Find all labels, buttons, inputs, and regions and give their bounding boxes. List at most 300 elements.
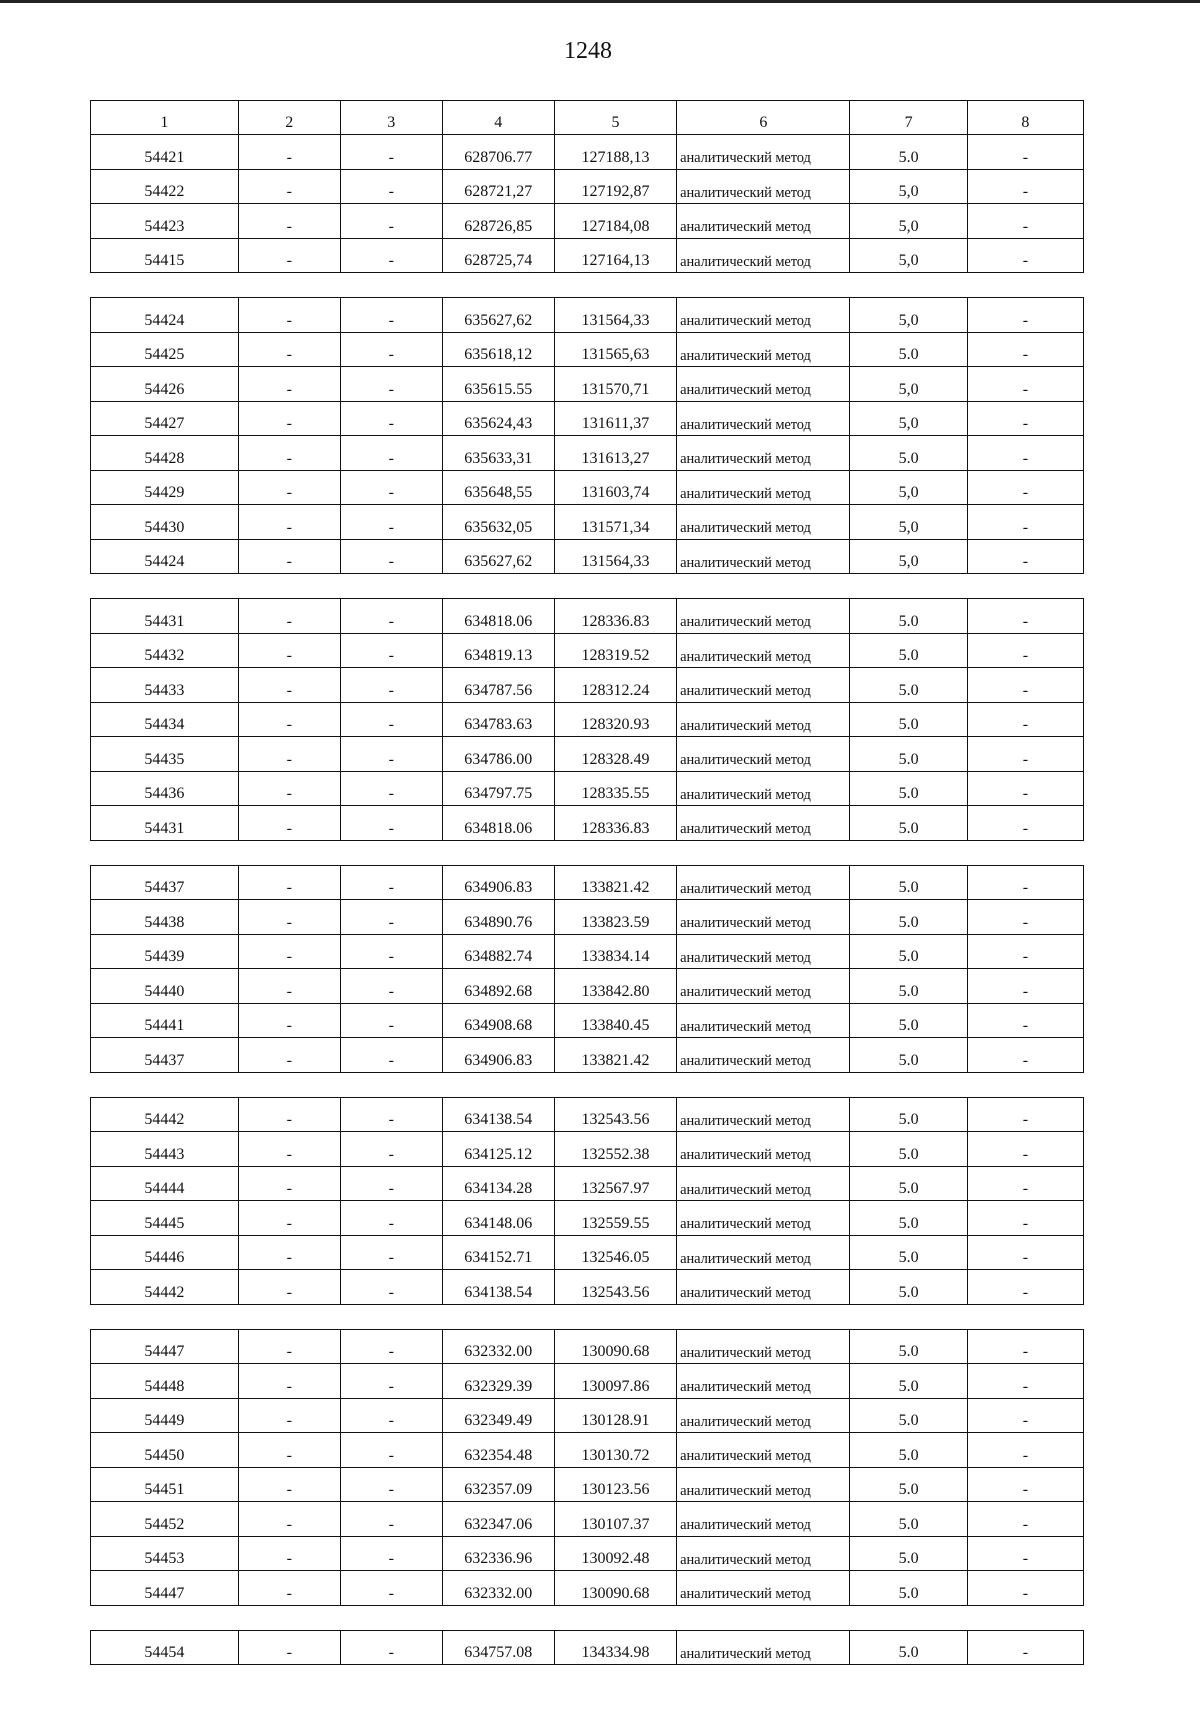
accuracy-cell: 5.0 <box>850 934 967 969</box>
accuracy-cell: 5.0 <box>850 865 967 900</box>
table-row <box>91 1201 1084 1236</box>
accuracy-cell: 5.0 <box>850 1235 967 1270</box>
col2-cell: - <box>238 1502 340 1537</box>
col3-cell: - <box>340 633 442 668</box>
x-coordinate-cell: 634906.83 <box>442 865 554 900</box>
y-coordinate-cell: 128320.93 <box>554 702 676 737</box>
y-coordinate-cell: 133821.42 <box>554 865 676 900</box>
x-coordinate-cell: 632332.00 <box>442 1329 554 1364</box>
accuracy-cell: 5.0 <box>850 1502 967 1537</box>
coordinate-group <box>90 1329 1084 1606</box>
x-coordinate-cell: 634138.54 <box>442 1097 554 1132</box>
method-cell: аналитический метод <box>677 1630 850 1665</box>
x-coordinate-cell: 635627,62 <box>442 298 554 333</box>
x-coordinate-cell: 628706.77 <box>442 135 554 170</box>
coordinates-table <box>90 100 1084 273</box>
x-coordinate-cell: 634797.75 <box>442 771 554 806</box>
point-number-cell: 54444 <box>91 1166 239 1201</box>
coordinate-group <box>90 1630 1084 1666</box>
accuracy-cell: 5.0 <box>850 1038 967 1073</box>
x-coordinate-cell: 634890.76 <box>442 900 554 935</box>
col2-cell: - <box>238 900 340 935</box>
col3-cell: - <box>340 169 442 204</box>
col3-cell: - <box>340 1132 442 1167</box>
method-cell: аналитический метод <box>677 771 850 806</box>
point-number-cell: 54427 <box>91 401 239 436</box>
accuracy-cell: 5.0 <box>850 1433 967 1468</box>
x-coordinate-cell: 635632,05 <box>442 505 554 540</box>
col2-cell: - <box>238 238 340 273</box>
col8-cell: - <box>967 865 1083 900</box>
col8-cell: - <box>967 204 1083 239</box>
x-coordinate-cell: 635615.55 <box>442 367 554 402</box>
col2-cell: - <box>238 633 340 668</box>
col2-cell: - <box>238 599 340 634</box>
point-number-cell: 54442 <box>91 1097 239 1132</box>
point-number-cell: 54438 <box>91 900 239 935</box>
col2-cell: - <box>238 668 340 703</box>
table-row <box>91 1132 1084 1167</box>
y-coordinate-cell: 128336.83 <box>554 599 676 634</box>
col8-cell: - <box>967 332 1083 367</box>
point-number-cell: 54448 <box>91 1364 239 1399</box>
col2-cell: - <box>238 1398 340 1433</box>
col3-cell: - <box>340 332 442 367</box>
col8-cell: - <box>967 401 1083 436</box>
table-row <box>91 599 1084 634</box>
table-row <box>91 633 1084 668</box>
col3-cell: - <box>340 865 442 900</box>
y-coordinate-cell: 128328.49 <box>554 737 676 772</box>
col8-cell: - <box>967 539 1083 574</box>
coordinates-table <box>90 297 1084 574</box>
method-cell: аналитический метод <box>677 633 850 668</box>
method-cell: аналитический метод <box>677 668 850 703</box>
col2-cell: - <box>238 806 340 841</box>
x-coordinate-cell: 634819.13 <box>442 633 554 668</box>
col3-cell: - <box>340 1467 442 1502</box>
col2-cell: - <box>238 1097 340 1132</box>
x-coordinate-cell: 634818.06 <box>442 599 554 634</box>
y-coordinate-cell: 130092.48 <box>554 1536 676 1571</box>
method-cell: аналитический метод <box>677 1166 850 1201</box>
x-coordinate-cell: 635627,62 <box>442 539 554 574</box>
x-coordinate-cell: 634125.12 <box>442 1132 554 1167</box>
col3-cell: - <box>340 238 442 273</box>
table-row <box>91 169 1084 204</box>
y-coordinate-cell: 127164,13 <box>554 238 676 273</box>
table-row <box>91 737 1084 772</box>
y-coordinate-cell: 130128.91 <box>554 1398 676 1433</box>
x-coordinate-cell: 634757.08 <box>442 1630 554 1665</box>
y-coordinate-cell: 133840.45 <box>554 1003 676 1038</box>
x-coordinate-cell: 635648,55 <box>442 470 554 505</box>
col2-cell: - <box>238 332 340 367</box>
x-coordinate-cell: 634908.68 <box>442 1003 554 1038</box>
x-coordinate-cell: 634818.06 <box>442 806 554 841</box>
table-row <box>91 436 1084 471</box>
point-number-cell: 54441 <box>91 1003 239 1038</box>
method-cell: аналитический метод <box>677 865 850 900</box>
coordinate-group <box>90 100 1084 273</box>
y-coordinate-cell: 133842.80 <box>554 969 676 1004</box>
column-header: 8 <box>967 101 1083 135</box>
method-cell: аналитический метод <box>677 332 850 367</box>
x-coordinate-cell: 635618,12 <box>442 332 554 367</box>
table-row <box>91 1630 1084 1665</box>
point-number-cell: 54415 <box>91 238 239 273</box>
method-cell: аналитический метод <box>677 1364 850 1399</box>
x-coordinate-cell: 628725,74 <box>442 238 554 273</box>
col8-cell: - <box>967 1329 1083 1364</box>
col2-cell: - <box>238 1630 340 1665</box>
col3-cell: - <box>340 1398 442 1433</box>
accuracy-cell: 5.0 <box>850 1201 967 1236</box>
col8-cell: - <box>967 1003 1083 1038</box>
col8-cell: - <box>967 1270 1083 1305</box>
col3-cell: - <box>340 470 442 505</box>
table-row <box>91 1502 1084 1537</box>
method-cell: аналитический метод <box>677 1270 850 1305</box>
col2-cell: - <box>238 1433 340 1468</box>
col2-cell: - <box>238 401 340 436</box>
col3-cell: - <box>340 1364 442 1399</box>
table-row <box>91 539 1084 574</box>
col8-cell: - <box>967 934 1083 969</box>
point-number-cell: 54447 <box>91 1571 239 1606</box>
x-coordinate-cell: 632349.49 <box>442 1398 554 1433</box>
x-coordinate-cell: 628726,85 <box>442 204 554 239</box>
accuracy-cell: 5.0 <box>850 332 967 367</box>
accuracy-cell: 5,0 <box>850 401 967 436</box>
method-cell: аналитический метод <box>677 1433 850 1468</box>
point-number-cell: 54445 <box>91 1201 239 1236</box>
method-cell: аналитический метод <box>677 169 850 204</box>
table-row <box>91 702 1084 737</box>
table-row <box>91 771 1084 806</box>
y-coordinate-cell: 133834.14 <box>554 934 676 969</box>
col2-cell: - <box>238 470 340 505</box>
method-cell: аналитический метод <box>677 367 850 402</box>
col8-cell: - <box>967 1571 1083 1606</box>
y-coordinate-cell: 127188,13 <box>554 135 676 170</box>
accuracy-cell: 5.0 <box>850 1571 967 1606</box>
col2-cell: - <box>238 1132 340 1167</box>
x-coordinate-cell: 632347.06 <box>442 1502 554 1537</box>
table-row <box>91 668 1084 703</box>
col2-cell: - <box>238 539 340 574</box>
y-coordinate-cell: 130130.72 <box>554 1433 676 1468</box>
accuracy-cell: 5,0 <box>850 204 967 239</box>
accuracy-cell: 5.0 <box>850 633 967 668</box>
table-row <box>91 367 1084 402</box>
point-number-cell: 54452 <box>91 1502 239 1537</box>
method-cell: аналитический метод <box>677 1398 850 1433</box>
col2-cell: - <box>238 135 340 170</box>
col3-cell: - <box>340 298 442 333</box>
col2-cell: - <box>238 969 340 1004</box>
point-number-cell: 54433 <box>91 668 239 703</box>
table-row <box>91 1166 1084 1201</box>
method-cell: аналитический метод <box>677 1502 850 1537</box>
accuracy-cell: 5.0 <box>850 668 967 703</box>
coordinate-group <box>90 598 1084 841</box>
col2-cell: - <box>238 1329 340 1364</box>
column-header: 7 <box>850 101 967 135</box>
col2-cell: - <box>238 1235 340 1270</box>
accuracy-cell: 5,0 <box>850 470 967 505</box>
col3-cell: - <box>340 806 442 841</box>
point-number-cell: 54450 <box>91 1433 239 1468</box>
y-coordinate-cell: 132543.56 <box>554 1270 676 1305</box>
table-row <box>91 1398 1084 1433</box>
x-coordinate-cell: 634138.54 <box>442 1270 554 1305</box>
table-row <box>91 298 1084 333</box>
point-number-cell: 54435 <box>91 737 239 772</box>
table-row <box>91 1467 1084 1502</box>
y-coordinate-cell: 131611,37 <box>554 401 676 436</box>
point-number-cell: 54431 <box>91 806 239 841</box>
accuracy-cell: 5.0 <box>850 806 967 841</box>
col8-cell: - <box>967 1502 1083 1537</box>
col8-cell: - <box>967 1536 1083 1571</box>
col8-cell: - <box>967 1467 1083 1502</box>
method-cell: аналитический метод <box>677 1003 850 1038</box>
point-number-cell: 54425 <box>91 332 239 367</box>
point-number-cell: 54430 <box>91 505 239 540</box>
y-coordinate-cell: 132546.05 <box>554 1235 676 1270</box>
col8-cell: - <box>967 1132 1083 1167</box>
table-row <box>91 135 1084 170</box>
col3-cell: - <box>340 771 442 806</box>
table-row <box>91 1270 1084 1305</box>
column-header: 5 <box>554 101 676 135</box>
col8-cell: - <box>967 737 1083 772</box>
col8-cell: - <box>967 298 1083 333</box>
method-cell: аналитический метод <box>677 1038 850 1073</box>
method-cell: аналитический метод <box>677 1536 850 1571</box>
col8-cell: - <box>967 1630 1083 1665</box>
col8-cell: - <box>967 806 1083 841</box>
y-coordinate-cell: 133823.59 <box>554 900 676 935</box>
col8-cell: - <box>967 135 1083 170</box>
method-cell: аналитический метод <box>677 505 850 540</box>
col3-cell: - <box>340 668 442 703</box>
method-cell: аналитический метод <box>677 298 850 333</box>
accuracy-cell: 5.0 <box>850 1132 967 1167</box>
method-cell: аналитический метод <box>677 470 850 505</box>
y-coordinate-cell: 127184,08 <box>554 204 676 239</box>
point-number-cell: 54421 <box>91 135 239 170</box>
table-row <box>91 1235 1084 1270</box>
col3-cell: - <box>340 539 442 574</box>
x-coordinate-cell: 632354.48 <box>442 1433 554 1468</box>
x-coordinate-cell: 634906.83 <box>442 1038 554 1073</box>
accuracy-cell: 5.0 <box>850 737 967 772</box>
method-cell: аналитический метод <box>677 135 850 170</box>
y-coordinate-cell: 130090.68 <box>554 1571 676 1606</box>
accuracy-cell: 5.0 <box>850 771 967 806</box>
y-coordinate-cell: 132543.56 <box>554 1097 676 1132</box>
x-coordinate-cell: 634892.68 <box>442 969 554 1004</box>
col2-cell: - <box>238 1201 340 1236</box>
accuracy-cell: 5.0 <box>850 135 967 170</box>
y-coordinate-cell: 131564,33 <box>554 298 676 333</box>
accuracy-cell: 5.0 <box>850 1097 967 1132</box>
table-row <box>91 1097 1084 1132</box>
col3-cell: - <box>340 1166 442 1201</box>
col3-cell: - <box>340 401 442 436</box>
table-row <box>91 865 1084 900</box>
point-number-cell: 54442 <box>91 1270 239 1305</box>
coordinates-table <box>90 1630 1084 1666</box>
coordinate-group <box>90 1097 1084 1305</box>
column-header: 2 <box>238 101 340 135</box>
y-coordinate-cell: 131565,63 <box>554 332 676 367</box>
col3-cell: - <box>340 934 442 969</box>
col2-cell: - <box>238 1467 340 1502</box>
accuracy-cell: 5.0 <box>850 1467 967 1502</box>
col3-cell: - <box>340 1235 442 1270</box>
y-coordinate-cell: 130097.86 <box>554 1364 676 1399</box>
col8-cell: - <box>967 1166 1083 1201</box>
point-number-cell: 54439 <box>91 934 239 969</box>
method-cell: аналитический метод <box>677 204 850 239</box>
x-coordinate-cell: 634786.00 <box>442 737 554 772</box>
col3-cell: - <box>340 1270 442 1305</box>
coordinates-table <box>90 865 1084 1073</box>
point-number-cell: 54428 <box>91 436 239 471</box>
col8-cell: - <box>967 1038 1083 1073</box>
y-coordinate-cell: 131564,33 <box>554 539 676 574</box>
col3-cell: - <box>340 204 442 239</box>
col2-cell: - <box>238 1038 340 1073</box>
col2-cell: - <box>238 934 340 969</box>
x-coordinate-cell: 634134.28 <box>442 1166 554 1201</box>
col8-cell: - <box>967 367 1083 402</box>
col2-cell: - <box>238 1364 340 1399</box>
method-cell: аналитический метод <box>677 436 850 471</box>
table-row <box>91 1571 1084 1606</box>
point-number-cell: 54436 <box>91 771 239 806</box>
column-header: 6 <box>677 101 850 135</box>
table-row <box>91 900 1084 935</box>
x-coordinate-cell: 634783.63 <box>442 702 554 737</box>
accuracy-cell: 5.0 <box>850 1536 967 1571</box>
accuracy-cell: 5.0 <box>850 1003 967 1038</box>
accuracy-cell: 5.0 <box>850 1398 967 1433</box>
point-number-cell: 54440 <box>91 969 239 1004</box>
col2-cell: - <box>238 367 340 402</box>
accuracy-cell: 5,0 <box>850 367 967 402</box>
table-row <box>91 1536 1084 1571</box>
col3-cell: - <box>340 367 442 402</box>
col2-cell: - <box>238 737 340 772</box>
point-number-cell: 54453 <box>91 1536 239 1571</box>
col3-cell: - <box>340 1003 442 1038</box>
coordinates-table <box>90 1097 1084 1305</box>
header-row <box>91 101 1084 135</box>
point-number-cell: 54423 <box>91 204 239 239</box>
point-number-cell: 54424 <box>91 298 239 333</box>
col8-cell: - <box>967 599 1083 634</box>
col8-cell: - <box>967 1201 1083 1236</box>
accuracy-cell: 5,0 <box>850 238 967 273</box>
table-row <box>91 934 1084 969</box>
point-number-cell: 54446 <box>91 1235 239 1270</box>
x-coordinate-cell: 634152.71 <box>442 1235 554 1270</box>
x-coordinate-cell: 635624,43 <box>442 401 554 436</box>
column-header: 4 <box>442 101 554 135</box>
method-cell: аналитический метод <box>677 934 850 969</box>
y-coordinate-cell: 134334.98 <box>554 1630 676 1665</box>
accuracy-cell: 5,0 <box>850 539 967 574</box>
method-cell: аналитический метод <box>677 1235 850 1270</box>
col8-cell: - <box>967 1433 1083 1468</box>
col3-cell: - <box>340 702 442 737</box>
x-coordinate-cell: 632336.96 <box>442 1536 554 1571</box>
table-row <box>91 238 1084 273</box>
x-coordinate-cell: 634882.74 <box>442 934 554 969</box>
accuracy-cell: 5.0 <box>850 1364 967 1399</box>
method-cell: аналитический метод <box>677 1329 850 1364</box>
method-cell: аналитический метод <box>677 806 850 841</box>
point-number-cell: 54431 <box>91 599 239 634</box>
point-number-cell: 54454 <box>91 1630 239 1665</box>
coordinates-document <box>90 100 1084 1665</box>
table-row <box>91 969 1084 1004</box>
table-row <box>91 332 1084 367</box>
y-coordinate-cell: 128336.83 <box>554 806 676 841</box>
y-coordinate-cell: 132552.38 <box>554 1132 676 1167</box>
y-coordinate-cell: 128312.24 <box>554 668 676 703</box>
point-number-cell: 54434 <box>91 702 239 737</box>
method-cell: аналитический метод <box>677 599 850 634</box>
page-top-edge <box>0 0 1200 3</box>
accuracy-cell: 5.0 <box>850 599 967 634</box>
col8-cell: - <box>967 1398 1083 1433</box>
x-coordinate-cell: 634148.06 <box>442 1201 554 1236</box>
point-number-cell: 54426 <box>91 367 239 402</box>
method-cell: аналитический метод <box>677 1467 850 1502</box>
y-coordinate-cell: 130107.37 <box>554 1502 676 1537</box>
col8-cell: - <box>967 436 1083 471</box>
table-row <box>91 1433 1084 1468</box>
col8-cell: - <box>967 668 1083 703</box>
point-number-cell: 54432 <box>91 633 239 668</box>
point-number-cell: 54422 <box>91 169 239 204</box>
y-coordinate-cell: 131570,71 <box>554 367 676 402</box>
col2-cell: - <box>238 1166 340 1201</box>
coordinate-group <box>90 297 1084 574</box>
method-cell: аналитический метод <box>677 737 850 772</box>
accuracy-cell: 5.0 <box>850 436 967 471</box>
accuracy-cell: 5.0 <box>850 900 967 935</box>
accuracy-cell: 5.0 <box>850 969 967 1004</box>
x-coordinate-cell: 632357.09 <box>442 1467 554 1502</box>
x-coordinate-cell: 634787.56 <box>442 668 554 703</box>
col3-cell: - <box>340 737 442 772</box>
x-coordinate-cell: 635633,31 <box>442 436 554 471</box>
column-header: 1 <box>91 101 239 135</box>
col3-cell: - <box>340 135 442 170</box>
accuracy-cell: 5,0 <box>850 505 967 540</box>
col3-cell: - <box>340 599 442 634</box>
col8-cell: - <box>967 505 1083 540</box>
point-number-cell: 54424 <box>91 539 239 574</box>
method-cell: аналитический метод <box>677 1571 850 1606</box>
col8-cell: - <box>967 1097 1083 1132</box>
